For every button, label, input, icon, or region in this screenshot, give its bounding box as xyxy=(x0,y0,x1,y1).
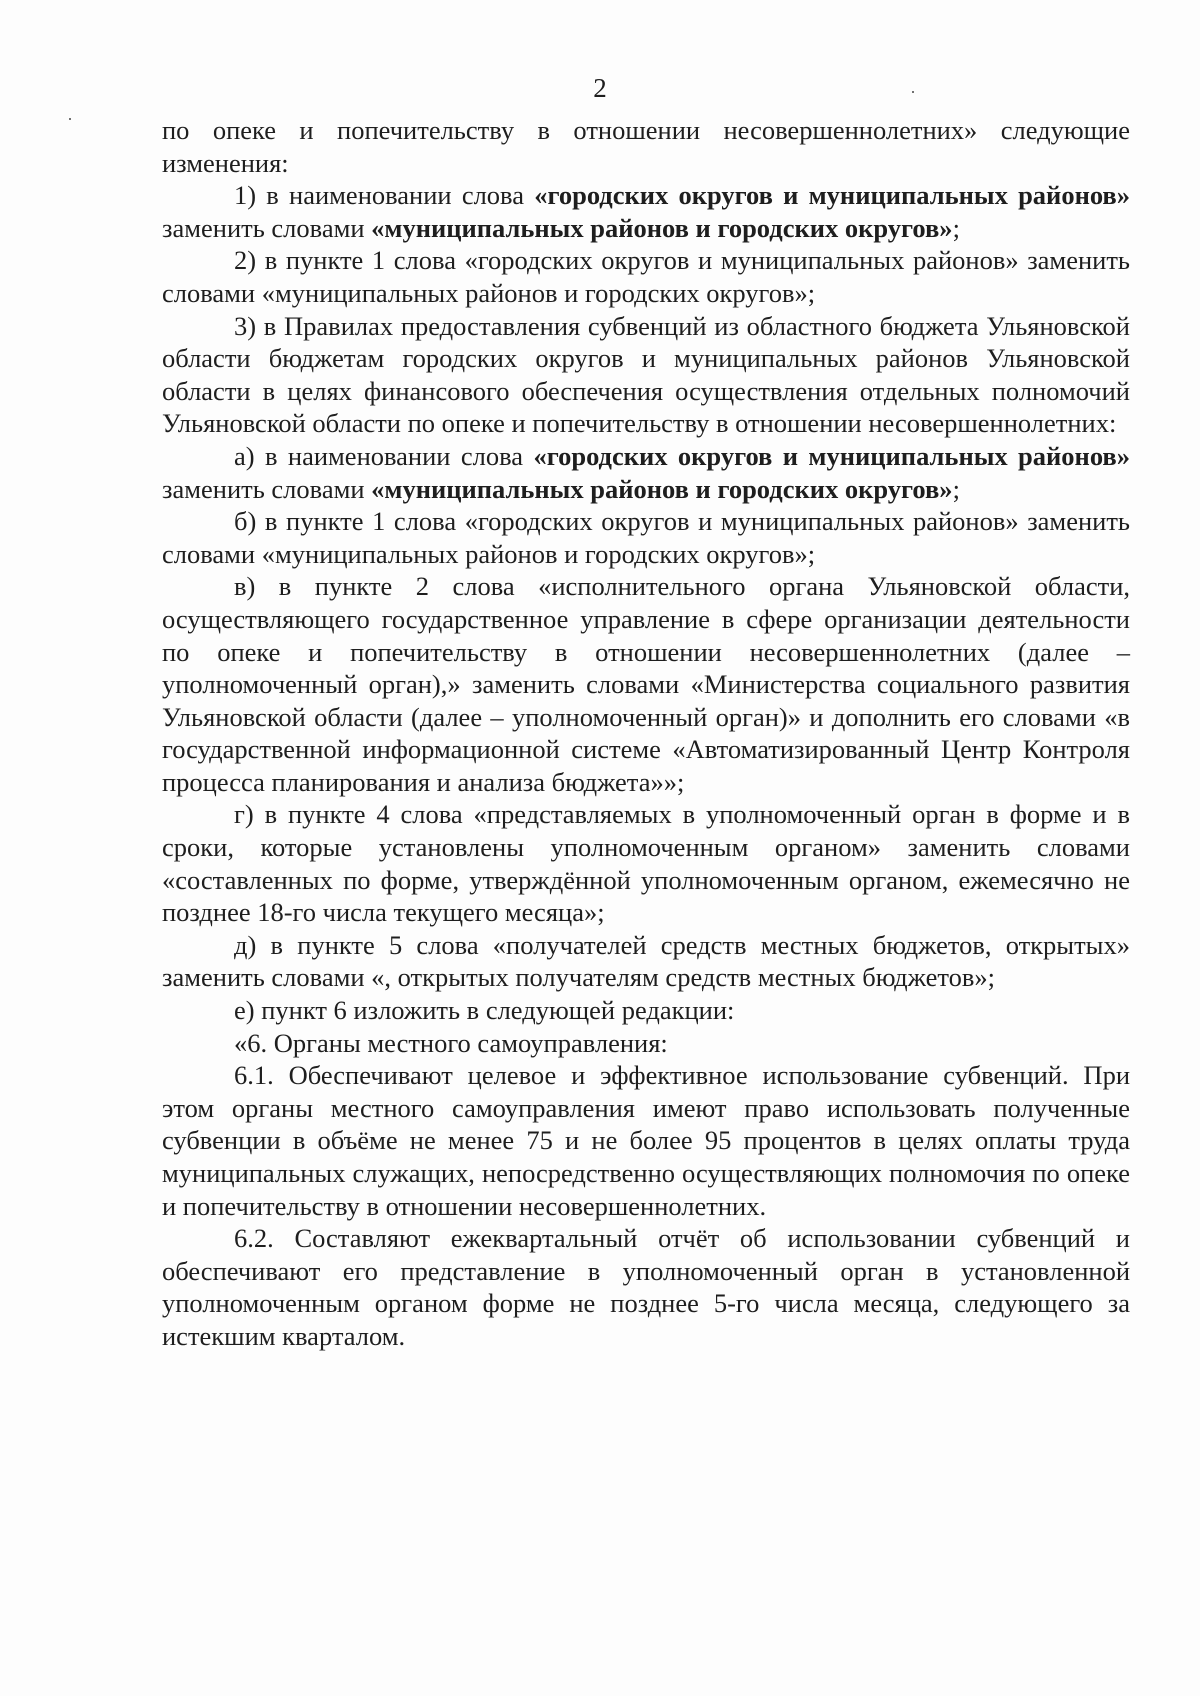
paragraph-item-1 xyxy=(162,179,1130,244)
text-run: ; xyxy=(952,212,960,243)
bold-quote: «городских округов и муниципальных районов» xyxy=(534,180,1130,211)
paragraph-item-3 xyxy=(162,310,1130,440)
text-run: е) пункт 6 изложить в следующей редакции: xyxy=(234,995,735,1026)
text-run: а) в наименовании слова xyxy=(234,440,534,471)
bold-quote: «муниципальных районов и городских округов» xyxy=(371,473,953,504)
paragraph-item-v xyxy=(162,570,1130,798)
text-run: по опеке и попечительству в отношении несовершеннолетних» следующие изменения: xyxy=(162,115,1130,178)
document-body xyxy=(162,114,1130,1353)
paragraph-item-2 xyxy=(162,244,1130,309)
text-run: 2) в пункте 1 слова «городских округов и муниципальных районов» заменить словами «муниципальных районов и городских округов»; xyxy=(162,245,1130,308)
text-run: 6.1. Обеспечивают целевое и эффективное использование субвенций. При этом органы местного самоуправления имеют право использовать полученные субвенции в объёме не менее 75 и не более 95 процентов в целях оплаты труда муниципальных служащих, непосредственно осуществляющих полномочия по опеке и попечительству в отношении несовершеннолетних. xyxy=(162,1060,1130,1221)
paragraph-section-6 xyxy=(162,1027,1130,1060)
paragraph-item-e xyxy=(162,994,1130,1027)
text-run: г) в пункте 4 слова «представляемых в уполномоченный орган в форме и в сроки, которые установлены уполномоченным органом» заменить словами «составленных по форме, утверждённой уполномоченным органом, ежемесячно не позднее 18-го числа текущего месяца»; xyxy=(162,799,1130,928)
paragraph-item-g xyxy=(162,798,1130,928)
paragraph-item-b xyxy=(162,505,1130,570)
text-run: д) в пункте 5 слова «получателей средств местных бюджетов, открытых» заменить словами «, открытых получателям средств местных бюджетов»; xyxy=(162,929,1130,993)
paragraph-section-6-1 xyxy=(162,1059,1130,1222)
bold-quote: «городских округов и муниципальных районов» xyxy=(533,440,1130,471)
text-run: 6.2. Составляют ежеквартальный отчёт об использовании субвенций и обеспечивают его представление в уполномоченный орган в установленной уполномоченным органом форме не позднее 5-го числа месяца, следующего за истекшим кварталом. xyxy=(162,1223,1130,1351)
scan-speck xyxy=(69,118,71,120)
text-run: заменить словами xyxy=(162,473,372,504)
text-run: 3) в Правилах предоставления субвенций из областного бюджета Ульяновской области бюджетам городских округов и муниципальных районов Ульяновской области в целях финансового обеспечения осуществления отдельных полномочий Ульяновской области по опеке и попечительству в отношении несовершеннолетних: xyxy=(162,310,1130,439)
paragraph-continuation xyxy=(162,114,1130,179)
text-run: б) в пункте 1 слова «городских округов и муниципальных районов» заменить словами «муниципальных районов и городских округов»; xyxy=(162,506,1130,569)
text-run: 1) в наименовании слова xyxy=(234,180,535,211)
paragraph-item-d xyxy=(162,929,1130,994)
text-run: «6. Органы местного самоуправления: xyxy=(234,1027,668,1058)
text-run: в) в пункте 2 слова «исполнительного органа Ульяновской области, осуществляющего государственное управление в сфере организации деятельности по опеке и попечительству в отношении несовершеннолетних (далее – уполномоченный орган),» заменить словами «Министерства социального развития Ульяновской области (далее – уполномоченный орган)» и дополнить его словами «в государственной информационной системе «Автоматизированный Центр Контроля процесса планирования и анализа бюджета»»; xyxy=(162,571,1130,797)
page-number: 2 xyxy=(593,73,607,103)
paragraph-section-6-2 xyxy=(162,1222,1130,1352)
paragraph-item-a xyxy=(162,440,1130,505)
text-run: заменить словами xyxy=(162,212,372,243)
bold-quote: «муниципальных районов и городских округов» xyxy=(371,212,953,243)
scan-speck xyxy=(912,91,914,93)
text-run: ; xyxy=(952,473,960,504)
